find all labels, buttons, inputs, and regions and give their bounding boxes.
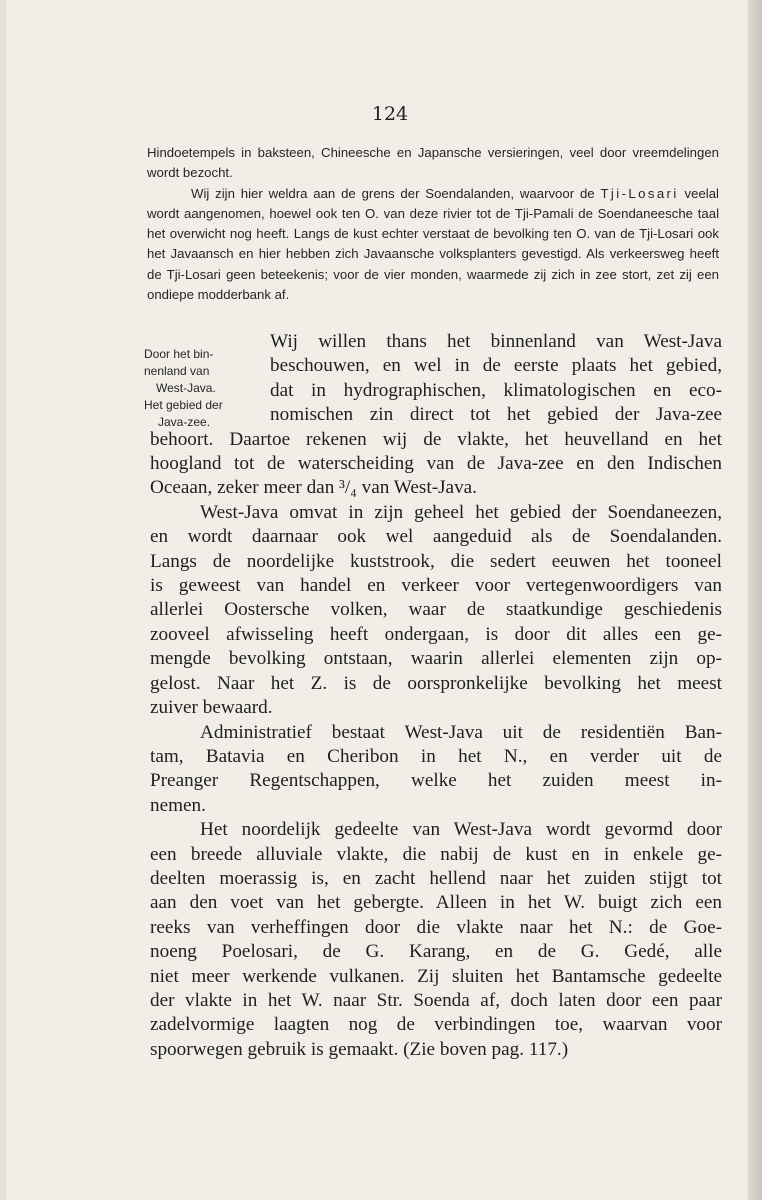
body-line: allerlei Oostersche volken, waar de staatkundige geschiedenis — [150, 599, 722, 621]
body-line: nomischen zin direct tot het gebied der Java-zee — [270, 404, 722, 426]
body-line: is geweest van handel en verkeer voor vertegenwoordigers van — [150, 575, 722, 597]
body-line: gelost. Naar het Z. is de oorspronkelijke bevolking het meest — [150, 672, 722, 694]
body-line: Administratief bestaat West-Java uit de residentiën Ban- — [200, 721, 722, 743]
body-line: en wordt daarnaar ook wel aangeduid als de Soendalanden. — [150, 526, 722, 548]
body-line: behoort. Daartoe rekenen wij de vlakte, het heuvelland en het — [150, 428, 722, 450]
body-line: Langs de noordelijke kuststrook, die sedert eeuwen het tooneel — [150, 550, 722, 572]
margin-note-line: Door het bin- — [144, 347, 214, 361]
body-line: nemen. — [150, 794, 206, 816]
body-line: een breede alluviale vlakte, die nabij de kust en in enkele ge- — [150, 843, 722, 865]
page-number: 124 — [371, 103, 409, 125]
body-line: zooveel afwisseling heeft ondergaan, is door dit alles een ge- — [150, 623, 722, 645]
margin-note-line: nenland van — [144, 364, 210, 378]
body-line: West-Java omvat in zijn geheel het gebied der Soendaneezen, — [200, 501, 722, 523]
intro-paragraph-2-rest: veelal wordt aangenomen, hoewel ook ten O. van deze rivier tot de Tji-Pamali de Soendaneesche taal het overwicht nog heeft. Langs de kust echter verstaat de bevolking ten O. van de Tji-Losari ook het Javaansch en hier hebben zich Javaansche volksplanters gevestigd. Als verkeersweg heeft de Tji-Losari geen beteekenis; voor de vier monden, waarmede zij zich in zee stort, zet zij een ondiepe modderbank af. — [147, 185, 719, 303]
main-body-text — [150, 330, 722, 1062]
page-edge-right — [748, 0, 762, 1200]
body-line: reeks van verheffingen door die vlakte naar het N.: de Goe- — [150, 916, 722, 938]
body-line: noeng Poelosari, de G. Karang, en de G. Gedé, alle — [150, 941, 722, 963]
body-line: beschouwen, en wel in de eerste plaats het gebied, — [270, 355, 722, 377]
intro-paragraph-2 — [147, 184, 719, 306]
body-line: Preanger Regentschappen, welke het zuiden meest in- — [150, 770, 722, 792]
intro-paragraph-1: Hindoetempels in baksteen, Chineesche en Japansche versieringen, veel door vreemdelingen wordt bezocht. — [147, 145, 719, 181]
margin-note-line: Java-zee. — [158, 415, 211, 429]
body-line: Het noordelijk gedeelte van West-Java wordt gevormd door — [200, 819, 722, 841]
intro-paragraph-2-start: Wij zijn hier weldra aan de grens der Soendalanden, waarvoor de — [191, 185, 595, 201]
body-line: dat in hydrographischen, klimatologischen en eco- — [270, 379, 722, 401]
body-line: niet meer werkende vulkanen. Zij sluiten het Bantamsche gedeelte — [150, 965, 722, 987]
body-line: mengde bevolking ontstaan, waarin allerlei elementen zijn op- — [150, 648, 722, 670]
body-line: Oceaan, zeker meer dan ³/₄ van West-Java. — [150, 477, 477, 499]
page-edge-left — [0, 0, 6, 1200]
body-line: zadelvormige laagten nog de verbindingen toe, waarvan voor — [150, 1014, 722, 1036]
river-name-spaced: Tji-Losari — [600, 185, 679, 201]
body-line: der vlakte in het W. naar Str. Soenda af, doch laten door een paar — [150, 989, 722, 1011]
margin-note-line: West-Java. — [156, 381, 216, 395]
margin-note-line: Het gebied der — [144, 398, 223, 412]
body-line: zuiver bewaard. — [150, 697, 273, 719]
body-line: aan den voet van het gebergte. Alleen in het W. buigt zich een — [150, 892, 722, 914]
body-line: deelten moerassig is, en zacht hellend naar het zuiden stijgt tot — [150, 867, 722, 889]
small-print-section — [147, 143, 719, 305]
body-line: Wij willen thans het binnenland van West-Java — [270, 331, 722, 352]
body-line: tam, Batavia en Cheribon in het N., en verder uit de — [150, 745, 722, 767]
body-line: spoorwegen gebruik is gemaakt. (Zie boven pag. 117.) — [150, 1038, 569, 1060]
body-line: hoogland tot de waterscheiding van de Java-zee en den Indischen — [150, 453, 722, 475]
